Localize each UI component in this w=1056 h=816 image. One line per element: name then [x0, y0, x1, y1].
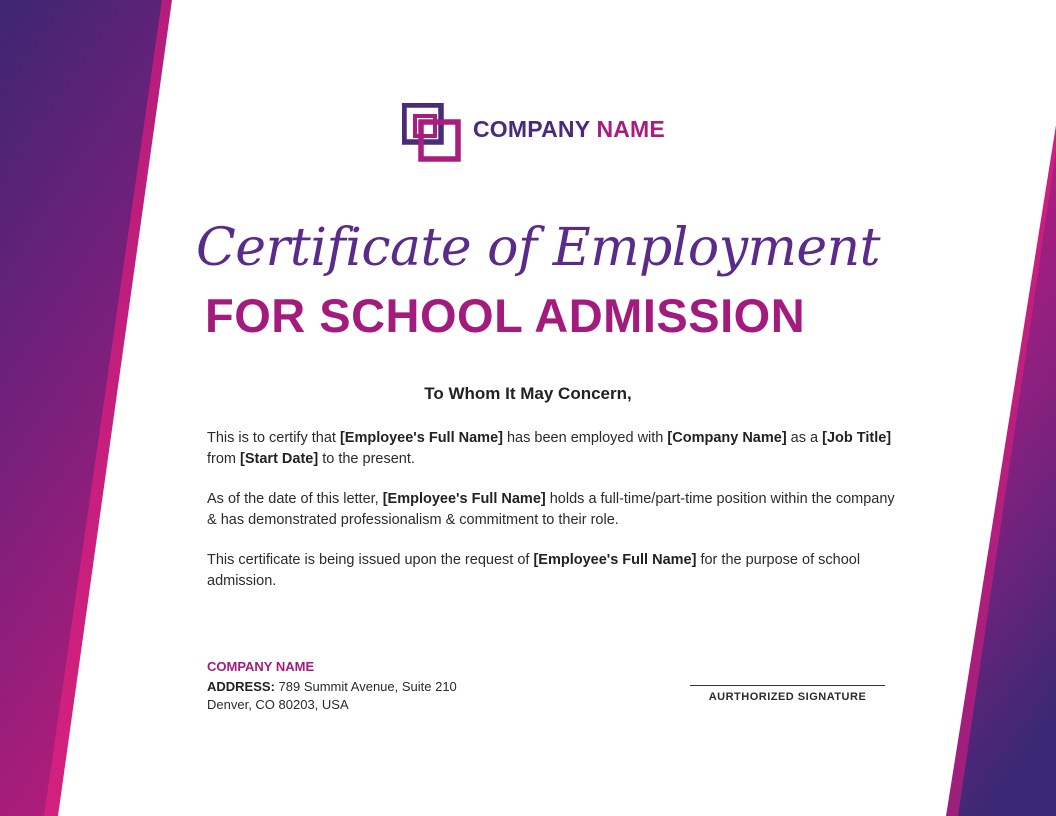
placeholder-company-name: [Company Name] — [667, 430, 787, 446]
footer-company-name: COMPANY NAME — [207, 659, 315, 674]
company-logo-word-2: NAME — [596, 116, 665, 142]
interlocked-squares-logo-icon — [402, 103, 462, 163]
placeholder-start-date: [Start Date] — [240, 450, 319, 467]
salutation: To Whom It May Concern, — [424, 384, 632, 403]
paragraph-purpose — [207, 550, 897, 591]
text: for the purpose of school admission. — [207, 552, 861, 589]
address-street: 789 Summit Avenue, Suite 210 — [274, 679, 457, 694]
text: holds a full-time/part-time position within the company & has demonstrated professionalism & commitment to their role. — [207, 491, 895, 528]
placeholder-employee-name: [Employee's Full Name] — [339, 430, 503, 446]
text: as a — [786, 430, 823, 446]
text: This is to certify that — [207, 430, 340, 446]
address-line-2: Denver, CO 80203, USA — [207, 697, 349, 712]
text: to the present. — [318, 450, 415, 467]
text: This certificate is being issued upon the request of — [207, 552, 534, 568]
letter-body — [207, 428, 897, 611]
certificate-main-title: FOR SCHOOL ADMISSION — [205, 289, 806, 342]
company-logo-word-1: COMPANY — [473, 116, 590, 142]
paragraph-position — [207, 489, 897, 530]
address-line-1 — [207, 678, 457, 696]
text: As of the date of this letter, — [207, 491, 383, 507]
text: from — [207, 450, 241, 467]
text: has been employed with — [502, 430, 668, 446]
footer-address — [207, 678, 457, 714]
address-label: ADDRESS: — [207, 679, 275, 694]
placeholder-job-title: [Job Title] — [822, 430, 892, 446]
signature-line — [690, 685, 885, 686]
certificate-script-title: Certificate of Employment — [196, 218, 881, 278]
placeholder-employee-name: [Employee's Full Name] — [382, 491, 546, 507]
paragraph-certify — [207, 428, 897, 469]
placeholder-employee-name: [Employee's Full Name] — [533, 552, 697, 568]
company-logo-text — [473, 116, 665, 143]
signature-label: AURTHORIZED SIGNATURE — [708, 691, 867, 703]
